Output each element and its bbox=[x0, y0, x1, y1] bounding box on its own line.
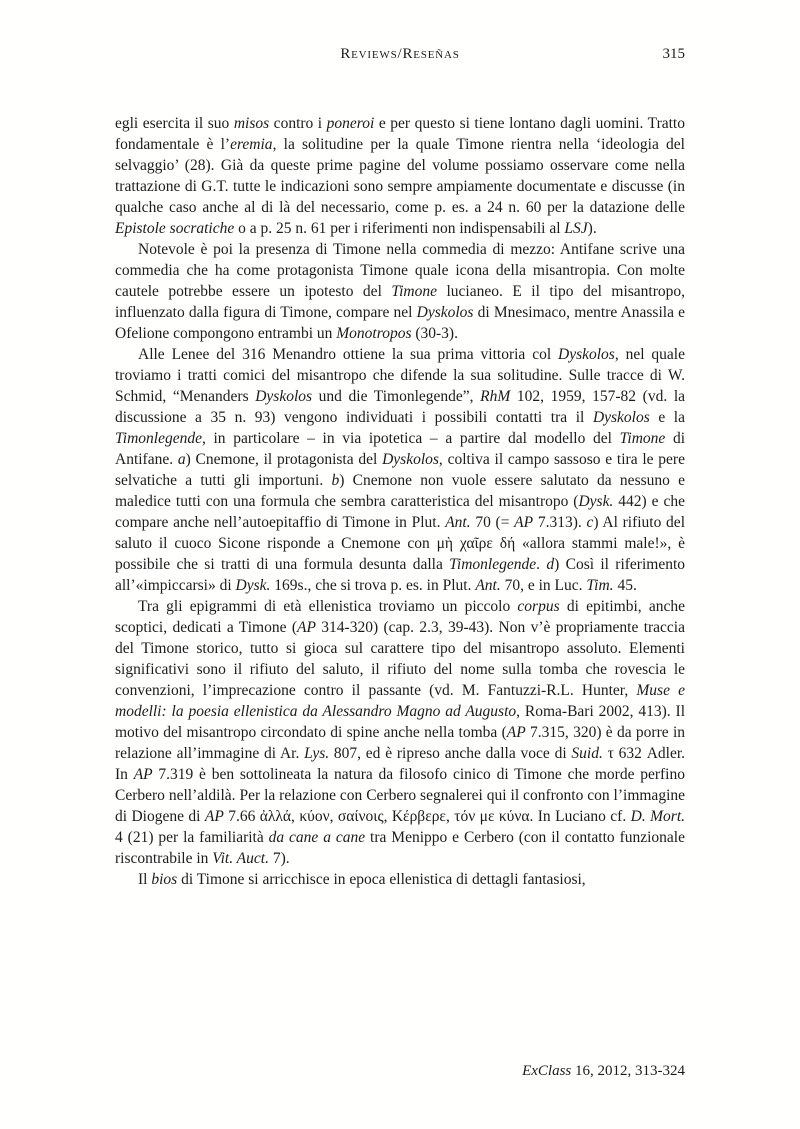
text-run: ) Così il riferimento all’«impiccarsi» di bbox=[115, 556, 686, 594]
italic-text-run: AP bbox=[506, 724, 526, 741]
italic-text-run: Vit. Auct. bbox=[212, 850, 269, 867]
text-run: o a p. 25 n. 61 per i riferimenti non indispensabili al bbox=[234, 220, 565, 237]
text-run: 807, ed è ripreso anche dalla voce di bbox=[329, 745, 572, 762]
text-run: , coltiva il campo sassoso e tira le pere selvatiche a tutti gli importuni. bbox=[115, 451, 685, 489]
text-run: di Mnesimaco, mentre Anassila e Ofelione compongono entrambi un bbox=[115, 304, 685, 342]
text-block bbox=[115, 46, 685, 890]
italic-text-run: misos bbox=[233, 115, 270, 132]
italic-text-run: Suid. bbox=[571, 745, 603, 762]
text-run: , nel quale troviamo i tratti comici del misantropo che difende la sua solitudine. Sulle tracce di W. Schmid, “Menanders bbox=[115, 346, 685, 405]
text-run: e la bbox=[649, 409, 685, 426]
italic-text-run: Dysk. bbox=[235, 577, 271, 594]
italic-text-run: c bbox=[586, 514, 594, 531]
italic-text-run: Timone bbox=[391, 283, 438, 300]
italic-text-run: d bbox=[546, 556, 555, 573]
text-run: contro i bbox=[269, 115, 327, 132]
text-run: egli esercita il suo bbox=[115, 115, 234, 132]
text-run: Tra gli epigrammi di età ellenistica troviamo un piccolo bbox=[138, 598, 518, 615]
text-run: e per questo si tiene lontano dagli uomini. Tratto fondamentale è l’ bbox=[115, 115, 685, 153]
italic-text-run: AP bbox=[297, 619, 316, 636]
text-run: 7.319 è ben sottolineata la natura da filosofo cinico di Timone che morde perfino Cerbero nell’aldilà. Per la relazione con Cerbero segnalerei qui il confronto con l’immagine di Diogene di bbox=[115, 766, 685, 825]
italic-text-run: AP bbox=[204, 808, 224, 825]
text-run: ) Al rifiuto del saluto il cuoco Sicone risponde a Cnemone con μὴ χαῖρε δή «allora stammi male!», è possibile che si tratti di una formula desunta dalla bbox=[115, 514, 685, 573]
body-text bbox=[115, 113, 685, 890]
paragraph bbox=[115, 344, 685, 596]
text-run: Notevole è poi la presenza di Timone nella commedia di mezzo: Antifane scrive una commedia che ha come protagonista Timone quale icona della misantropia. Con molte cautele potrebbe essere un ipotesto del bbox=[115, 241, 685, 300]
text-run: , la solitudine per la quale Timone rientra nella ‘ideologia del selvaggio’ (28). Già da queste prime pagine del volume possiamo osservare come nella trattazione di G.T. tutte le indicazioni sono sempre ampiamente documentate e discusse (in qualche caso anche al di là del necessario, come p. es. a 24 n. 60 per la datazione delle bbox=[115, 136, 685, 216]
italic-text-run: Lys. bbox=[304, 745, 330, 762]
italic-text-run: corpus bbox=[517, 598, 560, 615]
italic-text-run: ExClass bbox=[522, 1063, 572, 1079]
text-run: 169s., che si trova p. es. in Plut. bbox=[270, 577, 476, 594]
italic-text-run: Dyskolos bbox=[382, 451, 439, 468]
text-run: di epitimbi, anche scoptici, dedicati a Timone ( bbox=[115, 598, 685, 636]
italic-text-run: a bbox=[177, 451, 186, 468]
text-run: ). bbox=[587, 220, 597, 237]
text-run: 45. bbox=[613, 577, 637, 594]
italic-text-run: Epistole socratiche bbox=[115, 220, 235, 237]
text-run: 4 (21) per la familiarità bbox=[115, 829, 269, 846]
text-run: 7.313). bbox=[533, 514, 587, 531]
text-run: Il bbox=[138, 871, 152, 888]
italic-text-run: eremia bbox=[230, 136, 273, 153]
paragraph bbox=[115, 113, 685, 239]
text-run: ) Cnemone, il protagonista del bbox=[185, 451, 383, 468]
italic-text-run: da cane a cane bbox=[268, 829, 366, 846]
text-run: di Timone si arricchisce in epoca ellenistica di dettagli fantasiosi, bbox=[177, 871, 586, 888]
text-run: Alle Lenee del 316 Menandro ottiene la sua prima vittoria col bbox=[138, 346, 559, 363]
italic-text-run: poneroi bbox=[326, 115, 375, 132]
text-run: lucianeo. E il tipo del misantropo, influenzato dalla figura di Timone, compare nel bbox=[115, 283, 685, 321]
text-run: 7.66 ἀλλά, κύον, σαίνοις, Κέρβερε, τόν με κύνα. In Luciano cf. bbox=[223, 808, 631, 825]
italic-text-run: Ant. bbox=[445, 514, 471, 531]
text-run: , in particolare – in via ipotetica – a partire dal modello del bbox=[201, 430, 620, 447]
text-run: di Antifane. bbox=[115, 430, 685, 468]
italic-text-run: Monotropos bbox=[336, 325, 412, 342]
running-title: Reviews/Reseñas bbox=[340, 46, 460, 62]
italic-text-run: Dyskolos bbox=[592, 409, 650, 426]
text-run: 314-320) (cap. 2.3, 39-43). Non v’è propriamente traccia del Timone storico, tutto si gioca sul carattere tipo del misantropo assoluto. Elementi significativi sono il rifiuto del saluto, il rifiuto del nome sulla tomba che rovescia le convenzioni, l’imprecazione contro il passante (vd. M. Fantuzzi-R.L. Hunter, bbox=[115, 619, 685, 699]
italic-text-run: LSJ bbox=[564, 220, 588, 237]
italic-text-run: Tim. bbox=[586, 577, 614, 594]
italic-text-run: Dysk. bbox=[578, 493, 614, 510]
text-run: 70 (= bbox=[470, 514, 515, 531]
page-number: 315 bbox=[662, 46, 685, 62]
italic-text-run: bios bbox=[151, 871, 178, 888]
italic-text-run: Dyskolos bbox=[255, 388, 313, 405]
italic-text-run: Timone bbox=[619, 430, 666, 447]
italic-text-run: Timonlegende bbox=[115, 430, 202, 447]
page-header bbox=[115, 46, 685, 66]
text-run: . bbox=[536, 556, 547, 573]
italic-text-run: RhM bbox=[480, 388, 511, 405]
text-run: 442) e che compare anche nell’autoepitaffio di Timone in Plut. bbox=[115, 493, 685, 531]
italic-text-run: Dyskolos bbox=[416, 304, 474, 321]
paragraph bbox=[115, 869, 685, 890]
paragraph bbox=[115, 239, 685, 344]
italic-text-run: AP bbox=[514, 514, 534, 531]
text-run: (30-3). bbox=[411, 325, 458, 342]
italic-text-run: Ant. bbox=[475, 577, 501, 594]
italic-text-run: b bbox=[331, 472, 340, 489]
text-run: und die Timonlegende”, bbox=[312, 388, 481, 405]
italic-text-run: Muse e modelli: la poesia ellenistica da Alessandro Magno ad Augusto bbox=[115, 682, 686, 720]
page-footer bbox=[522, 1063, 685, 1080]
italic-text-run: Timonlegende bbox=[449, 556, 537, 573]
paragraph bbox=[115, 596, 685, 869]
text-run: 70, e in Luc. bbox=[500, 577, 587, 594]
text-run: ) Cnemone non vuole essere salutato da nessuno e maledice tutti con una formula che sembra caratteristica del misantropo ( bbox=[115, 472, 686, 510]
text-run: τ 632 Adler. In bbox=[115, 745, 685, 783]
text-run: 7). bbox=[268, 850, 290, 867]
italic-text-run: AP bbox=[133, 766, 153, 783]
text-run: tra Menippo e Cerbero (con il contatto funzionale riscontrabile in bbox=[115, 829, 685, 867]
journal-citation bbox=[522, 1063, 685, 1079]
text-run: 7.315, 320) è da porre in relazione all’immagine di Ar. bbox=[115, 724, 686, 762]
text-run: 16, 2012, 313-324 bbox=[571, 1063, 685, 1079]
italic-text-run: Dyskolos bbox=[558, 346, 615, 363]
text-run: 102, 1959, 157-82 (vd. la discussione a 35 n. 93) vengono individuati i possibili contatti tra il bbox=[115, 388, 685, 426]
text-run: , Roma-Bari 2002, 413). Il motivo del misantropo circondato di spine anche nella tomba ( bbox=[115, 703, 685, 741]
italic-text-run: D. Mort. bbox=[630, 808, 685, 825]
